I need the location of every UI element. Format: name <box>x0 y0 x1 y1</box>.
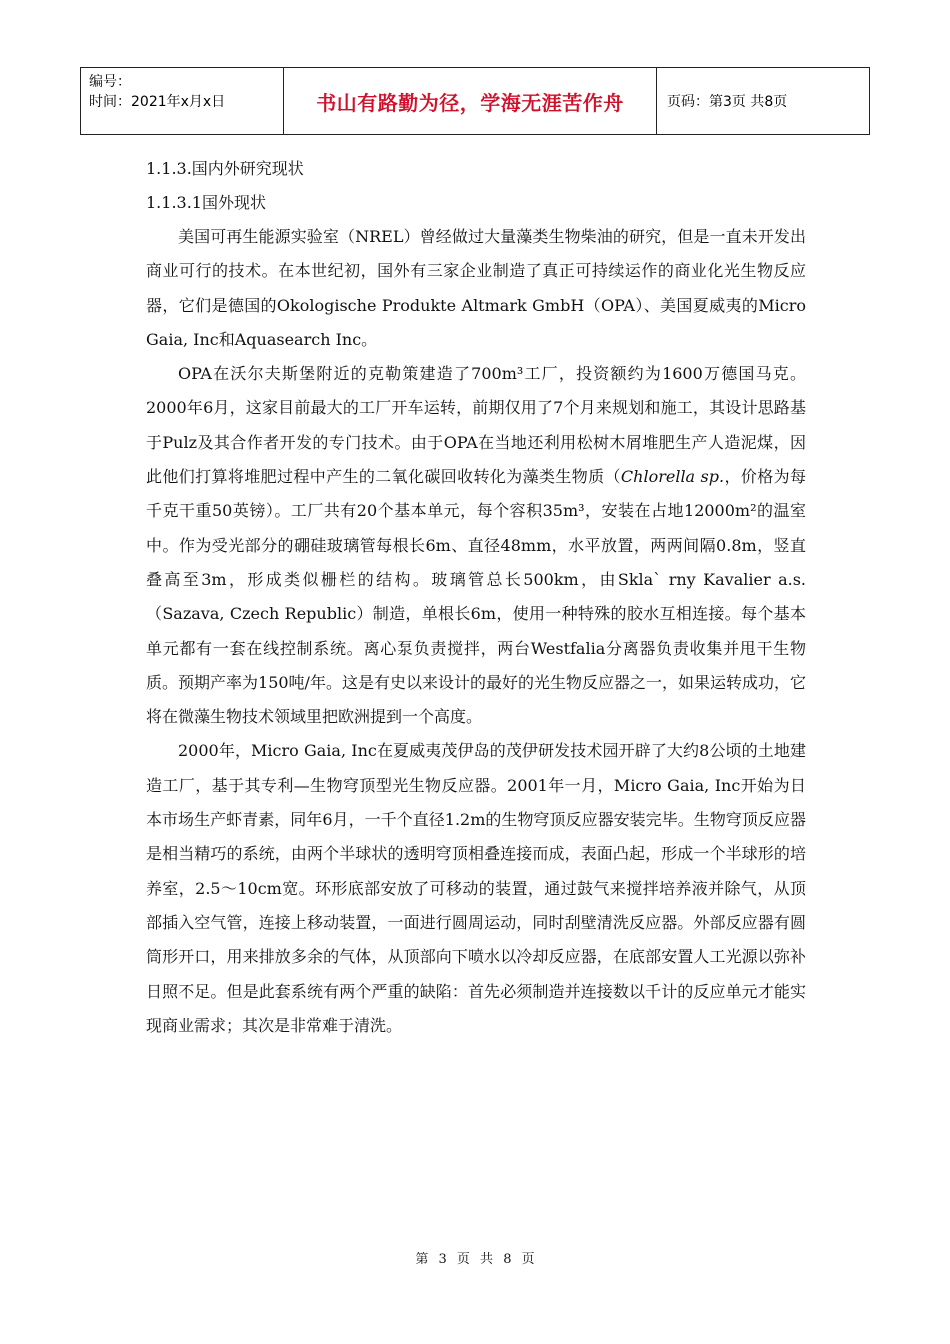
page-footer: 第 3 页 共 8 页 <box>415 1252 535 1267</box>
document-number: 编号： <box>89 74 131 90</box>
subsection-heading: 1.1.3.1国外现状 <box>146 193 266 212</box>
paragraph-opa <box>146 357 806 734</box>
paragraph-micro-gaia: 2000年，Micro Gaia, Inc在夏威夷茂伊岛的茂伊研发技术园开辟了大约8公顷的土地建造工厂，基于其专利—生物穹顶型光生物反应器。2001年一月，Micro Gaia, Inc开始为日本市场生产虾青素，同年6月，一千个直径1.2m的生物穹顶反应器安装完毕。生物穹顶反应器是相当精巧的系统，由两个半球状的透明穹顶相叠连接而成，表面凸起，形成一个半球形的培养室，2.5～10cm宽。环形底部安放了可移动的装置，通过鼓气来搅拌培养液并除气，从顶部插入空气管，连接上移动装置，一面进行圆周运动，同时刮壁清洗反应器。外部反应器有圆筒形开口，用来排放多余的气体，从顶部向下喷水以冷却反应器，在底部安置人工光源以弥补日照不足。但是此套系统有两个严重的缺陷：首先必须制造并连接数以千计的反应单元才能实现商业需求；其次是非常难于清洗。 <box>146 741 806 1035</box>
header-meta <box>81 68 284 134</box>
section-heading: 1.1.3.国内外研究现状 <box>146 159 304 178</box>
species-name: Chlorella sp. <box>620 467 725 487</box>
header-page-code: 页码：第3页 共8页 <box>667 94 788 110</box>
header-table <box>80 67 870 135</box>
paragraph-opa-part2: ，价格为每千克干重50英镑）。工厂共有20个基本单元，每个容积35m³，安装在占地12000m²的温室中。作为受光部分的硼硅玻璃管每根长6m、直径48mm，水平放置，两两间隔0.8m，竖直叠高至3m，形成类似栅栏的结构。玻璃管总长500km，由Skla` rny Kavalier a.s.（Sazava, Czech Republic）制造，单根长6m，使用一种特殊的胶水互相连接。每个基本单元都有一套在线控制系统。离心泵负责搅拌，两台Westfalia分离器负责收集并甩干生物质。预期产率为150吨/年。这是有史以来设计的最好的光生物反应器之一，如果运转成功，它将在微藻生物技术领域里把欧洲提到一个高度。 <box>146 467 806 727</box>
paragraph-opa-part1: OPA在沃尔夫斯堡附近的克勒策建造了700m³工厂，投资额约为1600万德国马克。2000年6月，这家目前最大的工厂开车运转，前期仅用了7个月来规划和施工，其设计思路基于Pulz及其合作者开发的专门技术。由于OPA在当地还利用松树木屑堆肥生产人造泥煤，因此他们打算将堆肥过程中产生的二氧化碳回收转化为藻类生物质（ <box>146 364 806 487</box>
header-motto: 书山有路勤为径，学海无涯苦作舟 <box>284 68 657 134</box>
document-body <box>146 152 806 1043</box>
document-date: 时间：2021年x月x日 <box>89 94 226 110</box>
paragraph-nrel: 美国可再生能源实验室（NREL）曾经做过大量藻类生物柴油的研究，但是一直未开发出商业可行的技术。在本世纪初，国外有三家企业制造了真正可持续运作的商业化光生物反应器，它们是德国的Okologische Produkte Altmark GmbH（OPA）、美国夏威夷的Micro Gaia, Inc和Aquasearch Inc。 <box>146 227 806 349</box>
